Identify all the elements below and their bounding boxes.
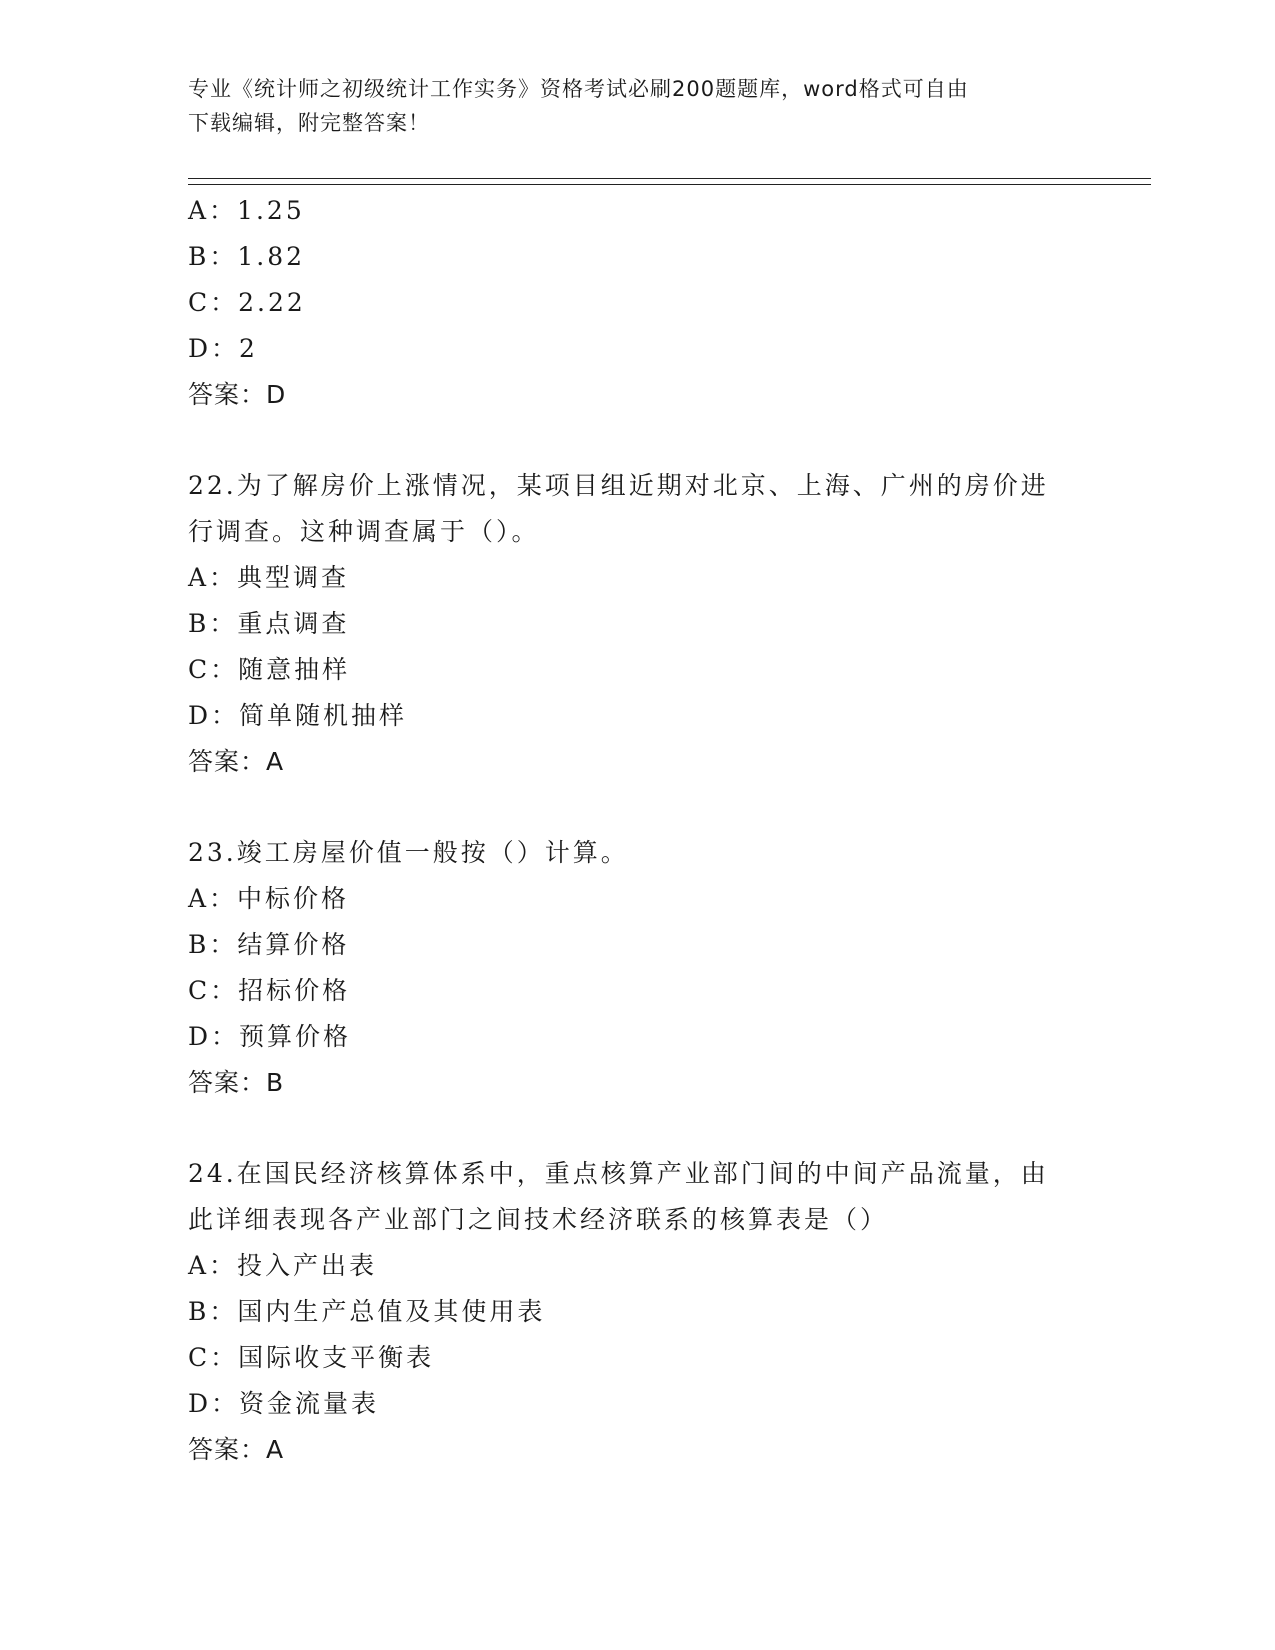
question-21 [188,188,1088,418]
option-c: C：招标价格 [188,976,351,1005]
option-a: A：中标价格 [188,884,350,913]
option-d: D：预算价格 [188,1022,352,1051]
document-header [188,72,1088,140]
option-a: A：典型调查 [188,563,350,592]
question-list [188,188,1088,1473]
question-stem: 23.竣工房屋价值一般按（）计算。 [188,838,629,867]
option-c: C：2.22 [188,288,306,317]
question-stem: 22.为了解房价上涨情况，某项目组近期对北京、上海、广州的房价进 [188,471,1049,500]
header-line-2: 下载编辑，附完整答案！ [188,111,430,135]
question-stem-continued: 行调查。这种调查属于（）。 [188,517,540,546]
option-b: B：1.82 [188,242,306,271]
question-24 [188,1151,1088,1473]
option-d: D：资金流量表 [188,1389,380,1418]
header-line-1: 专业《统计师之初级统计工作实务》资格考试必刷200题题库，word格式可自由 [188,77,969,101]
option-b: B：重点调查 [188,609,350,638]
answer: 答案：A [188,747,285,776]
question-stem-continued: 此详细表现各产业部门之间技术经济联系的核算表是（） [188,1205,889,1234]
option-d: D：简单随机抽样 [188,701,408,730]
option-b: B：国内生产总值及其使用表 [188,1297,546,1326]
question-22 [188,463,1088,785]
header-divider [188,178,1151,185]
answer: 答案：A [188,1435,285,1464]
question-23 [188,830,1088,1106]
option-b: B：结算价格 [188,930,350,959]
answer: 答案：D [188,380,287,409]
option-d: D：2 [188,334,258,363]
option-c: C：国际收支平衡表 [188,1343,435,1372]
question-stem: 24.在国民经济核算体系中，重点核算产业部门间的中间产品流量，由 [188,1159,1049,1188]
answer: 答案：B [188,1068,285,1097]
option-a: A：1.25 [188,196,305,225]
option-c: C：随意抽样 [188,655,351,684]
option-a: A：投入产出表 [188,1251,378,1280]
